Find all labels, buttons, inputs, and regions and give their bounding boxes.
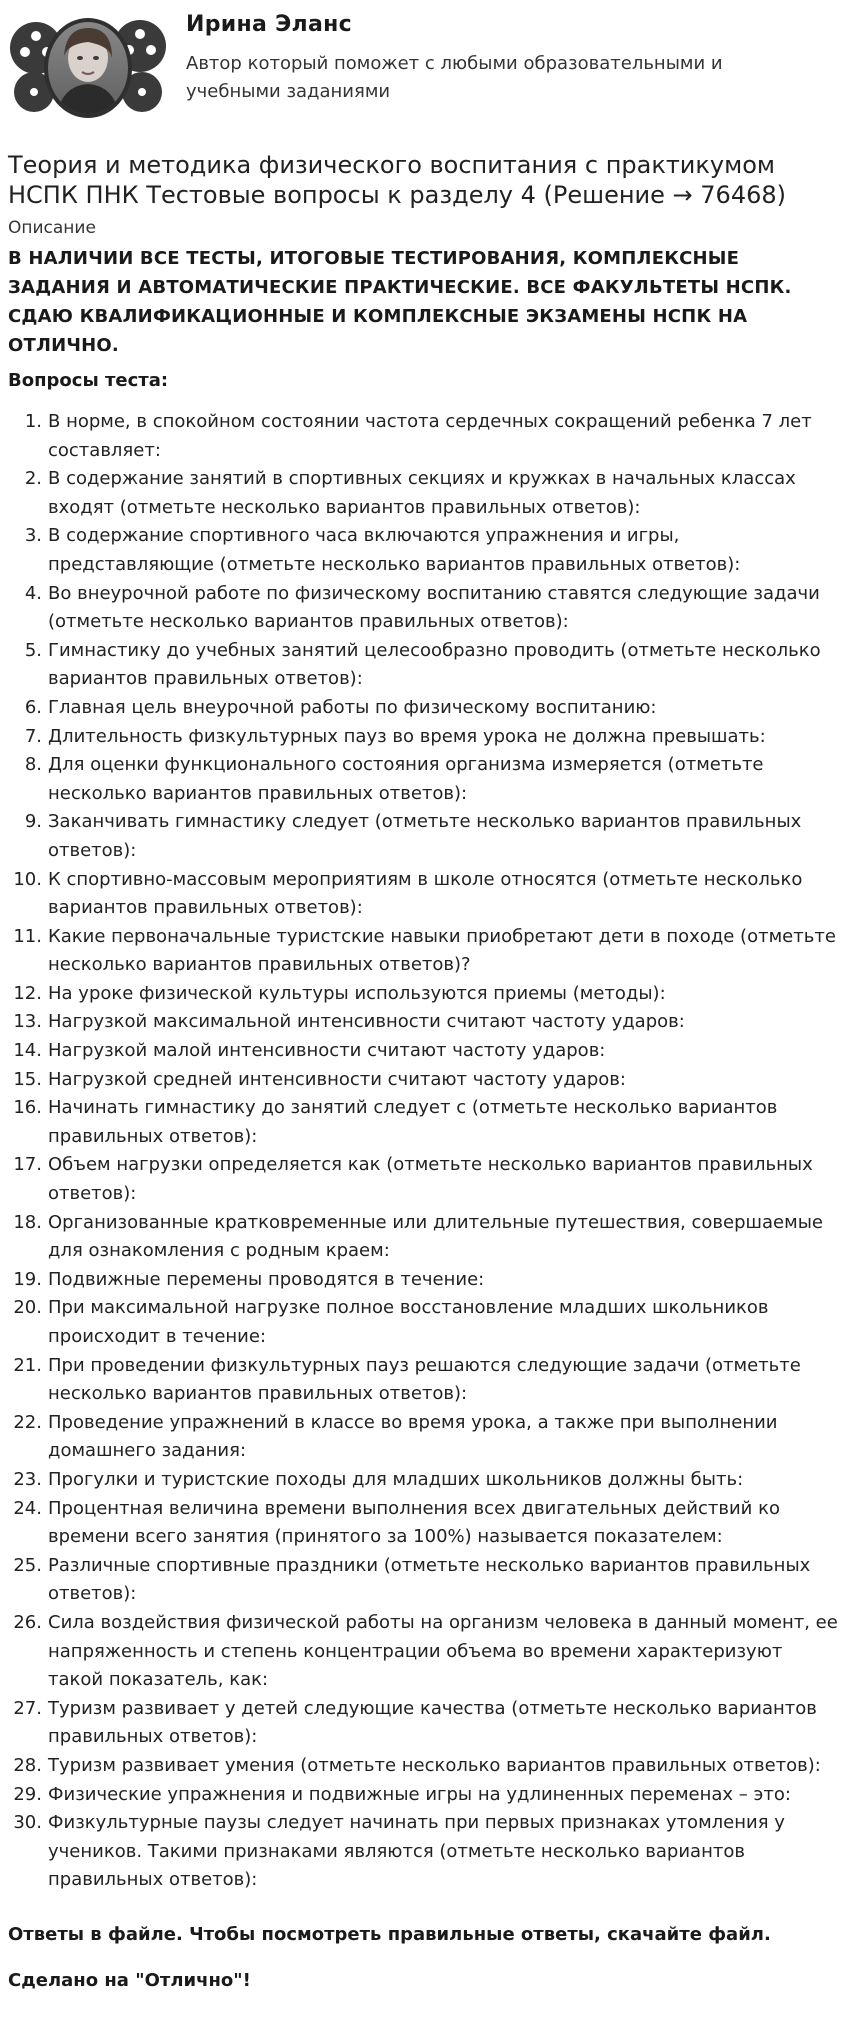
question-item — [0, 723, 847, 752]
question-number: 14. — [13, 1040, 42, 1062]
question-text: Различные спортивные праздники (отметьте несколько вариантов правильных ответов): — [48, 1554, 811, 1605]
author-description: Автор который поможет с любыми образовательными и учебными заданиями — [186, 53, 723, 102]
question-text: Нагрузкой средней интенсивности считают частоту ударов: — [48, 1068, 626, 1090]
question-item — [0, 980, 847, 1009]
question-number: 28. — [13, 1754, 42, 1776]
description-label: Описание — [8, 218, 96, 238]
question-number: 22. — [13, 1411, 42, 1433]
question-text: Прогулки и туристские походы для младших школьников должны быть: — [48, 1468, 744, 1490]
question-item — [0, 1809, 847, 1895]
done-note: Сделано на "Отлично"! — [8, 1970, 251, 1991]
question-text: Сила воздействия физической работы на организм человека в данный момент, ее напряженность и степень концентрации объема во времени характеризуют такой показатель, как: — [48, 1611, 838, 1691]
question-item — [0, 1266, 847, 1295]
questions-list — [0, 408, 847, 1895]
question-item — [0, 1209, 847, 1266]
question-item — [0, 1066, 847, 1095]
question-number: 6. — [24, 696, 42, 718]
question-number: 10. — [13, 868, 42, 890]
question-text: Нагрузкой максимальной интенсивности считают частоту ударов: — [48, 1011, 685, 1033]
question-item — [0, 1495, 847, 1552]
question-number: 4. — [24, 582, 42, 604]
question-number: 27. — [13, 1697, 42, 1719]
question-item — [0, 1752, 847, 1781]
question-number: 17. — [13, 1154, 42, 1176]
question-number: 30. — [13, 1812, 42, 1834]
question-text: Во внеурочной работе по физическому воспитанию ставятся следующие задачи (отметьте несколько вариантов правильных ответов): — [48, 582, 820, 633]
question-number: 20. — [13, 1297, 42, 1319]
question-item — [0, 1695, 847, 1752]
question-text: Подвижные перемены проводятся в течение: — [48, 1268, 485, 1290]
page-title: Теория и методика физического воспитания с практикумом НСПК ПНК Тестовые вопросы к разделу 4 (Решение → 76468) — [8, 151, 786, 209]
question-item — [0, 1552, 847, 1609]
question-item — [0, 1466, 847, 1495]
question-text: При максимальной нагрузке полное восстановление младших школьников происходит в течение: — [48, 1297, 769, 1347]
question-number: 3. — [24, 525, 42, 547]
question-number: 19. — [13, 1268, 42, 1290]
author-card — [0, 0, 847, 130]
question-number: 2. — [24, 468, 42, 490]
question-item — [0, 1352, 847, 1409]
question-text: Туризм развивает у детей следующие качества (отметьте несколько вариантов правильных ответов): — [48, 1697, 817, 1748]
question-number: 7. — [24, 725, 42, 747]
question-number: 13. — [13, 1011, 42, 1033]
question-text: Объем нагрузки определяется как (отметьте несколько вариантов правильных ответов): — [48, 1154, 813, 1205]
question-item — [0, 465, 847, 522]
question-text: В норме, в спокойном состоянии частота сердечных сокращений ребенка 7 лет составляет: — [48, 411, 812, 461]
question-text: На уроке физической культуры используются приемы (методы): — [48, 982, 666, 1004]
answers-note: Ответы в файле. Чтобы посмотреть правильные ответы, скачайте файл. — [8, 1924, 771, 1945]
questions-heading: Вопросы теста: — [8, 370, 169, 391]
question-text: Физкультурные паузы следует начинать при первых признаках утомления у учеников. Такими признаками являются (отметьте несколько вариантов правильных ответов): — [48, 1812, 785, 1891]
question-number: 12. — [13, 982, 42, 1004]
question-item — [0, 1609, 847, 1695]
question-item — [0, 1008, 847, 1037]
question-item — [0, 694, 847, 723]
question-number: 25. — [13, 1554, 42, 1576]
question-item — [0, 1037, 847, 1066]
question-text: Главная цель внеурочной работы по физическому воспитанию: — [48, 696, 657, 718]
question-item — [0, 1409, 847, 1466]
question-text: Организованные кратковременные или длительные путешествия, совершаемые для ознакомления с родным краем: — [48, 1211, 823, 1262]
question-number: 15. — [13, 1068, 42, 1090]
question-number: 16. — [13, 1097, 42, 1119]
question-number: 11. — [13, 925, 42, 947]
question-item — [0, 1151, 847, 1208]
question-text: Для оценки функционального состояния организма измеряется (отметьте несколько вариантов правильных ответов): — [48, 754, 764, 804]
question-text: Нагрузкой малой интенсивности считают частоту ударов: — [48, 1040, 606, 1062]
question-item — [0, 923, 847, 980]
question-text: Туризм развивает умения (отметьте несколько вариантов правильных ответов): — [48, 1754, 821, 1776]
question-text: Длительность физкультурных пауз во время урока не должна превышать: — [48, 725, 766, 747]
question-text: В содержание занятий в спортивных секциях и кружках в начальных классах входят (отметьте несколько вариантов правильных ответов): — [48, 468, 796, 518]
question-number: 24. — [13, 1497, 42, 1519]
question-text: Заканчивать гимнастику следует (отметьте несколько вариантов правильных ответов): — [48, 811, 802, 861]
question-number: 18. — [13, 1211, 42, 1233]
question-number: 26. — [13, 1611, 42, 1633]
question-text: Гимнастику до учебных занятий целесообразно проводить (отметьте несколько вариантов правильных ответов): — [48, 639, 821, 690]
author-name[interactable]: Ирина Эланс — [186, 12, 352, 37]
question-item — [0, 751, 847, 808]
question-item — [0, 522, 847, 579]
promo-text: В НАЛИЧИИ ВСЕ ТЕСТЫ, ИТОГОВЫЕ ТЕСТИРОВАНИЯ, КОМПЛЕКСНЫЕ ЗАДАНИЯ И АВТОМАТИЧЕСКИЕ ПРАКТИЧЕСКИЕ. ВСЕ ФАКУЛЬТЕТЫ НСПК. СДАЮ КВАЛИФИКАЦИОННЫЕ И КОМПЛЕКСНЫЕ ЭКЗАМЕНЫ НСПК НА ОТЛИЧНО. — [8, 248, 792, 356]
question-item — [0, 1094, 847, 1151]
question-item — [0, 637, 847, 694]
question-number: 9. — [24, 811, 42, 833]
question-item — [0, 866, 847, 923]
question-item — [0, 408, 847, 465]
question-number: 21. — [13, 1354, 42, 1376]
question-item — [0, 1294, 847, 1351]
avatar[interactable] — [6, 6, 170, 122]
question-number: 5. — [24, 639, 42, 661]
question-text: Физические упражнения и подвижные игры на удлиненных переменах – это: — [48, 1783, 791, 1805]
question-text: В содержание спортивного часа включаются упражнения и игры, представляющие (отметьте несколько вариантов правильных ответов): — [48, 525, 741, 575]
question-number: 29. — [13, 1783, 42, 1805]
question-item — [0, 580, 847, 637]
question-text: Проведение упражнений в классе во время урока, а также при выполнении домашнего задания: — [48, 1411, 778, 1462]
question-text: Начинать гимнастику до занятий следует с (отметьте несколько вариантов правильных ответов): — [48, 1097, 778, 1147]
question-item — [0, 1781, 847, 1810]
question-item — [0, 808, 847, 865]
question-number: 8. — [24, 754, 42, 776]
question-text: Какие первоначальные туристские навыки приобретают дети в походе (отметьте несколько вариантов правильных ответов)? — [48, 925, 836, 976]
question-text: К спортивно-массовым мероприятиям в школе относятся (отметьте несколько вариантов правильных ответов): — [48, 868, 803, 919]
film-reel-avatar-icon — [6, 6, 170, 122]
question-number: 1. — [24, 411, 42, 432]
question-text: Процентная величина времени выполнения всех двигательных действий ко времени всего занятия (принятого за 100%) называется показателем: — [48, 1497, 780, 1548]
question-text: При проведении физкультурных пауз решаются следующие задачи (отметьте несколько вариантов правильных ответов): — [48, 1354, 801, 1405]
question-number: 23. — [13, 1468, 42, 1490]
